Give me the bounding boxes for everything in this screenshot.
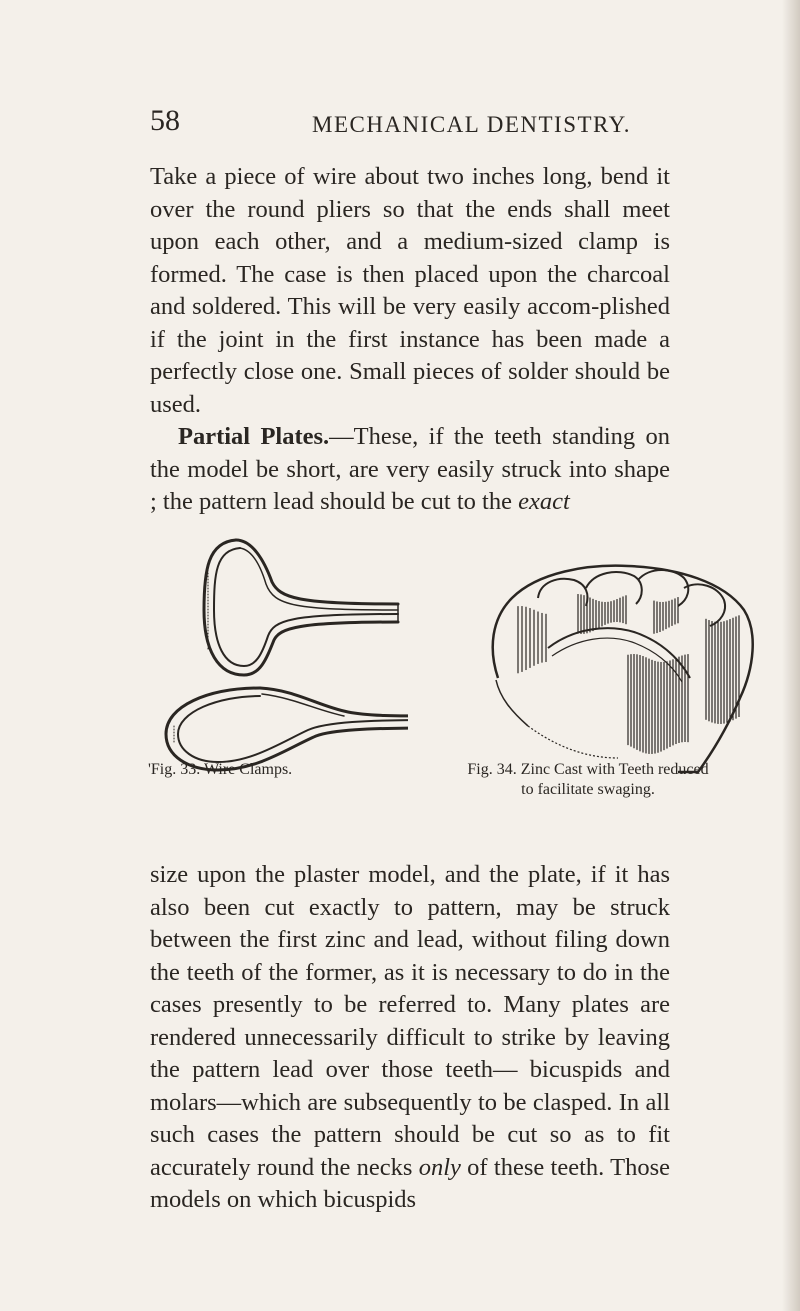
- fig34-caption: [438, 760, 738, 800]
- italic-word: exact: [518, 488, 570, 515]
- paragraph-continuation: [150, 859, 670, 1217]
- paragraph-text: —These, if the teeth standing on the model be short, are very easily struck into shape ; the pattern lead should be cut to the: [150, 423, 671, 515]
- paragraph-text: of these teeth. Those models on which bicuspids: [150, 1153, 670, 1213]
- page-edge-shadow: [782, 0, 800, 1311]
- section-heading-partial-plates: Partial Plates.: [178, 423, 330, 450]
- figures-block: [148, 530, 709, 840]
- running-title: MECHANICAL DENTISTRY.: [312, 112, 632, 137]
- paragraph-wire-clamp: [150, 161, 670, 421]
- wire-clamps-illustration: [148, 530, 408, 780]
- page-number: 58: [150, 104, 180, 137]
- paragraph-text: Take a piece of wire about two inches long, bend it over the round pliers so that the ends shall meet upon each other, and a medium-sized clamp is formed. The case is then placed upon the charcoal and soldered. This will be very easily accom-plished if the joint in the first instance has been made a perfectly close one. Small pieces of solder should be used.: [150, 163, 670, 418]
- paragraph-partial-plates: [150, 421, 670, 519]
- page-header: [150, 104, 660, 144]
- fig33-caption: 'Fig. 33. Wire Clamps.: [148, 761, 293, 778]
- body-text-top: [150, 161, 670, 519]
- fig34-caption-line2: to facilitate swaging.: [521, 781, 655, 798]
- paragraph-text: size upon the plaster model, and the plate, if it has also been cut exactly to pattern, may be struck between the first zinc and lead, without filing down the teeth of the former, as it is necessary to do in the cases presently to be referred to. Many plates are rendered unnecessarily difficult to strike by leaving the pattern lead over those teeth— bicuspids and molars—which are subsequently to be clasped. In all such cases the pattern should be cut so as to fit accurately round the necks: [150, 861, 670, 1181]
- fig34-caption-line1: Fig. 34. Zinc Cast with Teeth reduced: [467, 761, 709, 778]
- body-text-bottom: [150, 859, 670, 1217]
- italic-word: only: [418, 1153, 461, 1181]
- cast-hatching: [518, 594, 739, 754]
- zinc-cast-illustration: [478, 558, 768, 788]
